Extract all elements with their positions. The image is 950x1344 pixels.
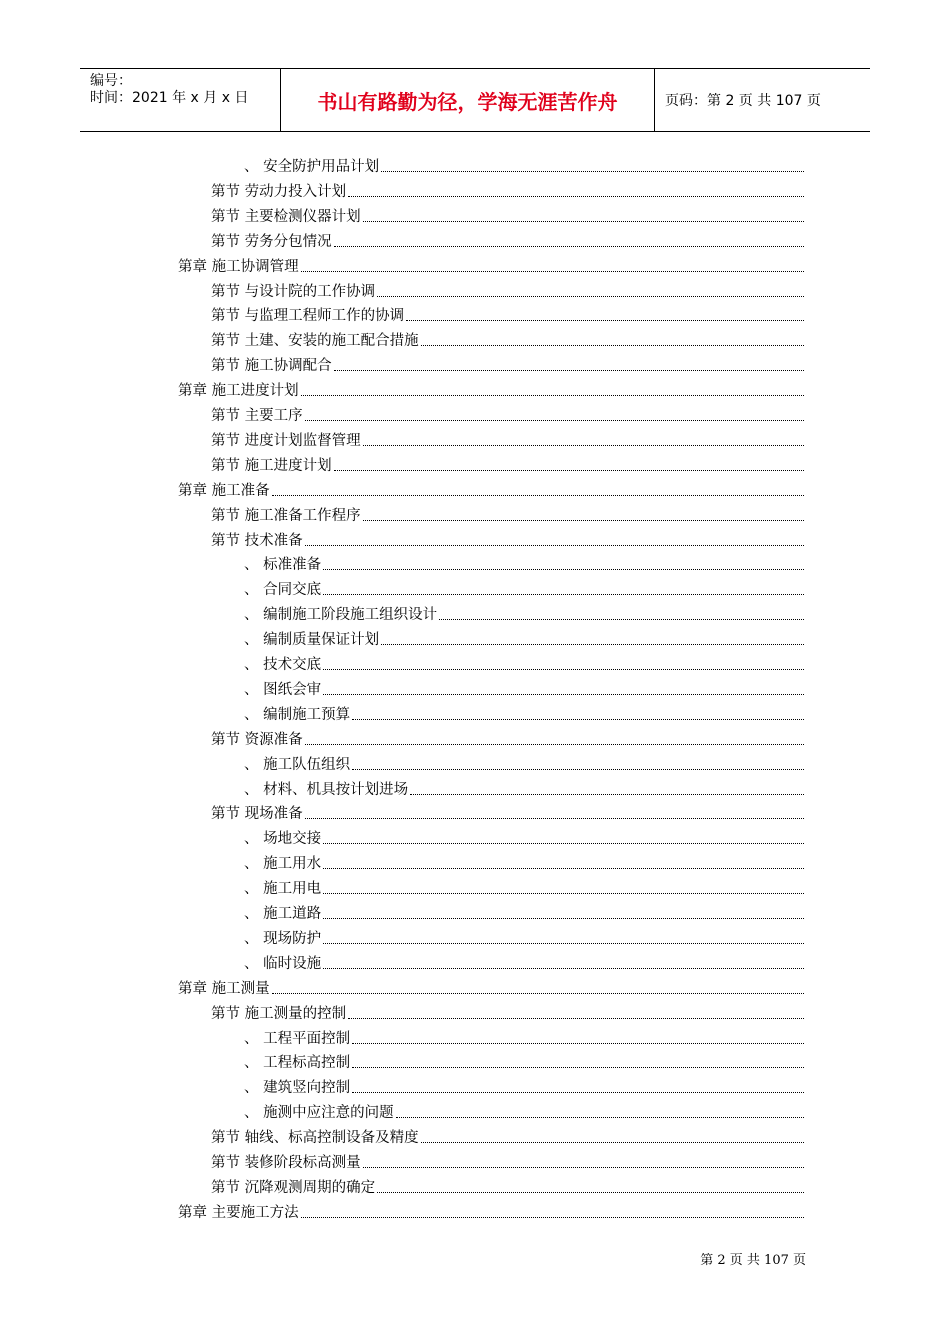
toc-leader-dots [272, 494, 804, 496]
toc-leader-dots [348, 195, 804, 197]
toc-entry-title: 第节 施工协调配合 [211, 358, 332, 375]
toc-entry[interactable] [211, 455, 804, 475]
toc-entry[interactable] [244, 953, 804, 973]
time-label: 时间：2021 年 x 月 x 日 [90, 90, 249, 106]
toc-entry[interactable] [244, 654, 804, 674]
toc-entry-title: 、 工程标高控制 [244, 1055, 351, 1072]
toc-entry[interactable] [244, 1102, 804, 1122]
toc-entry-title: 、 建筑竖向控制 [244, 1080, 351, 1097]
toc-entry[interactable] [211, 330, 804, 350]
toc-entry[interactable] [178, 978, 804, 998]
toc-entry-title: 、 施工用电 [244, 881, 322, 898]
toc-entry[interactable] [244, 1077, 804, 1097]
toc-leader-dots [348, 1017, 804, 1019]
toc-entry[interactable] [211, 355, 804, 375]
toc-leader-dots [323, 842, 804, 844]
toc-leader-dots [352, 1042, 804, 1044]
toc-entry-title: 、 场地交接 [244, 831, 322, 848]
toc-entry-title: 第节 与监理工程师工作的协调 [211, 308, 405, 325]
toc-entry-title: 第节 施工进度计划 [211, 457, 332, 474]
toc-leader-dots [363, 1166, 804, 1168]
toc-leader-dots [334, 245, 804, 247]
toc-entry[interactable] [178, 480, 804, 500]
toc-leader-dots [352, 1066, 804, 1068]
toc-entry-title: 、 施工队伍组织 [244, 756, 351, 773]
toc-entry[interactable] [178, 1202, 804, 1222]
toc-entry[interactable] [244, 828, 804, 848]
toc-leader-dots [323, 942, 804, 944]
toc-entry[interactable] [244, 878, 804, 898]
toc-entry[interactable] [244, 1052, 804, 1072]
toc-entry-title: 、 安全防护用品计划 [244, 159, 380, 175]
toc-leader-dots [301, 1216, 804, 1218]
toc-leader-dots [377, 295, 804, 297]
toc-entry-title: 第节 主要工序 [211, 408, 303, 424]
toc-entry-title: 第节 沉降观测周期的确定 [211, 1179, 376, 1196]
toc-entry-title: 、 施工道路 [244, 906, 322, 922]
toc-entry[interactable] [211, 729, 804, 749]
toc-entry[interactable] [211, 181, 804, 201]
toc-leader-dots [352, 718, 804, 720]
toc-leader-dots [352, 1091, 804, 1093]
toc-entry-title: 第节 与设计院的工作协调 [211, 283, 376, 300]
toc-entry-title: 、 合同交底 [244, 582, 322, 599]
toc-leader-dots [396, 1116, 804, 1118]
toc-entry-title: 、 工程平面控制 [244, 1030, 351, 1047]
toc-leader-dots [305, 544, 804, 546]
toc-entry[interactable] [211, 305, 804, 325]
toc-leader-dots [323, 568, 804, 570]
toc-entry-title: 第节 施工准备工作程序 [211, 507, 361, 524]
toc-leader-dots [305, 743, 804, 745]
toc-entry[interactable] [244, 156, 804, 176]
toc-entry-title: 第章 主要施工方法 [178, 1204, 299, 1221]
toc-leader-dots [301, 270, 804, 272]
toc-entry[interactable] [244, 928, 804, 948]
toc-entry[interactable] [211, 505, 804, 525]
toc-leader-dots [323, 867, 804, 869]
toc-leader-dots [323, 917, 804, 919]
toc-entry-title: 第节 施工测量的控制 [211, 1005, 347, 1022]
toc-leader-dots [363, 444, 804, 446]
toc-leader-dots [381, 643, 804, 645]
toc-leader-dots [305, 817, 804, 819]
toc-entry[interactable] [211, 803, 804, 823]
toc-leader-dots [363, 220, 804, 222]
toc-entry[interactable] [178, 380, 804, 400]
number-label: 编号： [90, 73, 132, 89]
toc-entry-title: 、 现场防护 [244, 930, 322, 947]
toc-entry[interactable] [244, 853, 804, 873]
toc-entry[interactable] [244, 629, 804, 649]
toc-entry-title: 第章 施工准备 [178, 482, 270, 499]
toc-entry-title: 第节 轴线、标高控制设备及精度 [211, 1130, 419, 1147]
toc-entry[interactable] [211, 281, 804, 301]
toc-entry[interactable] [244, 604, 804, 624]
toc-leader-dots [421, 1141, 804, 1143]
toc-entry-title: 第章 施工测量 [178, 980, 270, 997]
toc-entry[interactable] [244, 779, 804, 799]
toc-entry-title: 第章 施工协调管理 [178, 258, 299, 275]
toc-entry-title: 、 编制质量保证计划 [244, 632, 380, 649]
toc-leader-dots [272, 992, 804, 994]
toc-leader-dots [377, 1191, 804, 1193]
page-header [80, 68, 870, 132]
toc-entry-title: 第节 主要检测仪器计划 [211, 208, 361, 225]
toc-entry-title: 第节 土建、安装的施工配合措施 [211, 333, 419, 350]
toc-entry[interactable] [244, 754, 804, 774]
toc-entry-title: 第节 资源准备 [211, 731, 303, 748]
toc-entry-title: 、 标准准备 [244, 557, 322, 574]
toc-entry-title: 第节 进度计划监督管理 [211, 432, 361, 449]
page-info-text: 页码：第 2 页 共 107 页 [665, 93, 821, 109]
toc-leader-dots [301, 394, 804, 396]
toc-entry-title: 、 图纸会审 [244, 681, 322, 698]
toc-entry[interactable] [244, 903, 804, 923]
toc-leader-dots [352, 768, 804, 770]
toc-entry[interactable] [211, 206, 804, 226]
toc-leader-dots [439, 618, 804, 620]
toc-entry[interactable] [211, 430, 804, 450]
toc-entry[interactable] [211, 405, 804, 425]
header-meta [80, 69, 281, 131]
page-footer: 第 2 页 共 107 页 [700, 1253, 806, 1268]
toc-leader-dots [323, 693, 804, 695]
toc-leader-dots [305, 419, 804, 421]
toc-entry[interactable] [211, 1003, 804, 1023]
toc-entry-title: 第节 劳务分包情况 [211, 233, 332, 250]
toc-entry-title: 、 施测中应注意的问题 [244, 1105, 394, 1122]
toc-entry-title: 、 技术交底 [244, 657, 322, 673]
toc-leader-dots [323, 892, 804, 894]
toc-entry-title: 第节 装修阶段标高测量 [211, 1155, 361, 1171]
toc-entry[interactable] [211, 1127, 804, 1147]
toc-entry-title: 、 编制施工阶段施工组织设计 [244, 607, 438, 624]
toc-leader-dots [323, 593, 804, 595]
toc-leader-dots [363, 519, 804, 521]
toc-entry-title: 、 材料、机具按计划进场 [244, 781, 409, 798]
toc-entry-title: 第章 施工进度计划 [178, 383, 299, 400]
toc-entry[interactable] [244, 1028, 804, 1048]
toc-entry[interactable] [244, 579, 804, 599]
toc-leader-dots [323, 967, 804, 969]
toc-leader-dots [323, 668, 804, 670]
toc-leader-dots [421, 344, 804, 346]
toc-entry-title: 第节 劳动力投入计划 [211, 183, 347, 200]
toc-entry[interactable] [244, 704, 804, 724]
toc-entry[interactable] [178, 256, 804, 276]
header-motto: 书山有路勤为径，学海无涯苦作舟 [281, 69, 655, 131]
toc-leader-dots [334, 369, 804, 371]
toc-entry-title: 、 施工用水 [244, 856, 322, 873]
toc-entry[interactable] [211, 1152, 804, 1172]
toc-leader-dots [381, 170, 804, 172]
toc-entry[interactable] [211, 530, 804, 550]
toc-leader-dots [410, 793, 804, 795]
toc-entry-title: 、 编制施工预算 [244, 706, 351, 723]
toc-entry[interactable] [244, 679, 804, 699]
toc-entry-title: 第节 技术准备 [211, 532, 303, 549]
toc-leader-dots [334, 469, 804, 471]
toc-entry[interactable] [211, 231, 804, 251]
toc-entry-title: 第节 现场准备 [211, 806, 303, 823]
toc-entry-title: 、 临时设施 [244, 955, 322, 972]
header-page-info [655, 69, 870, 131]
toc-leader-dots [406, 319, 804, 321]
toc-entry[interactable] [244, 554, 804, 574]
toc-entry[interactable] [211, 1177, 804, 1197]
